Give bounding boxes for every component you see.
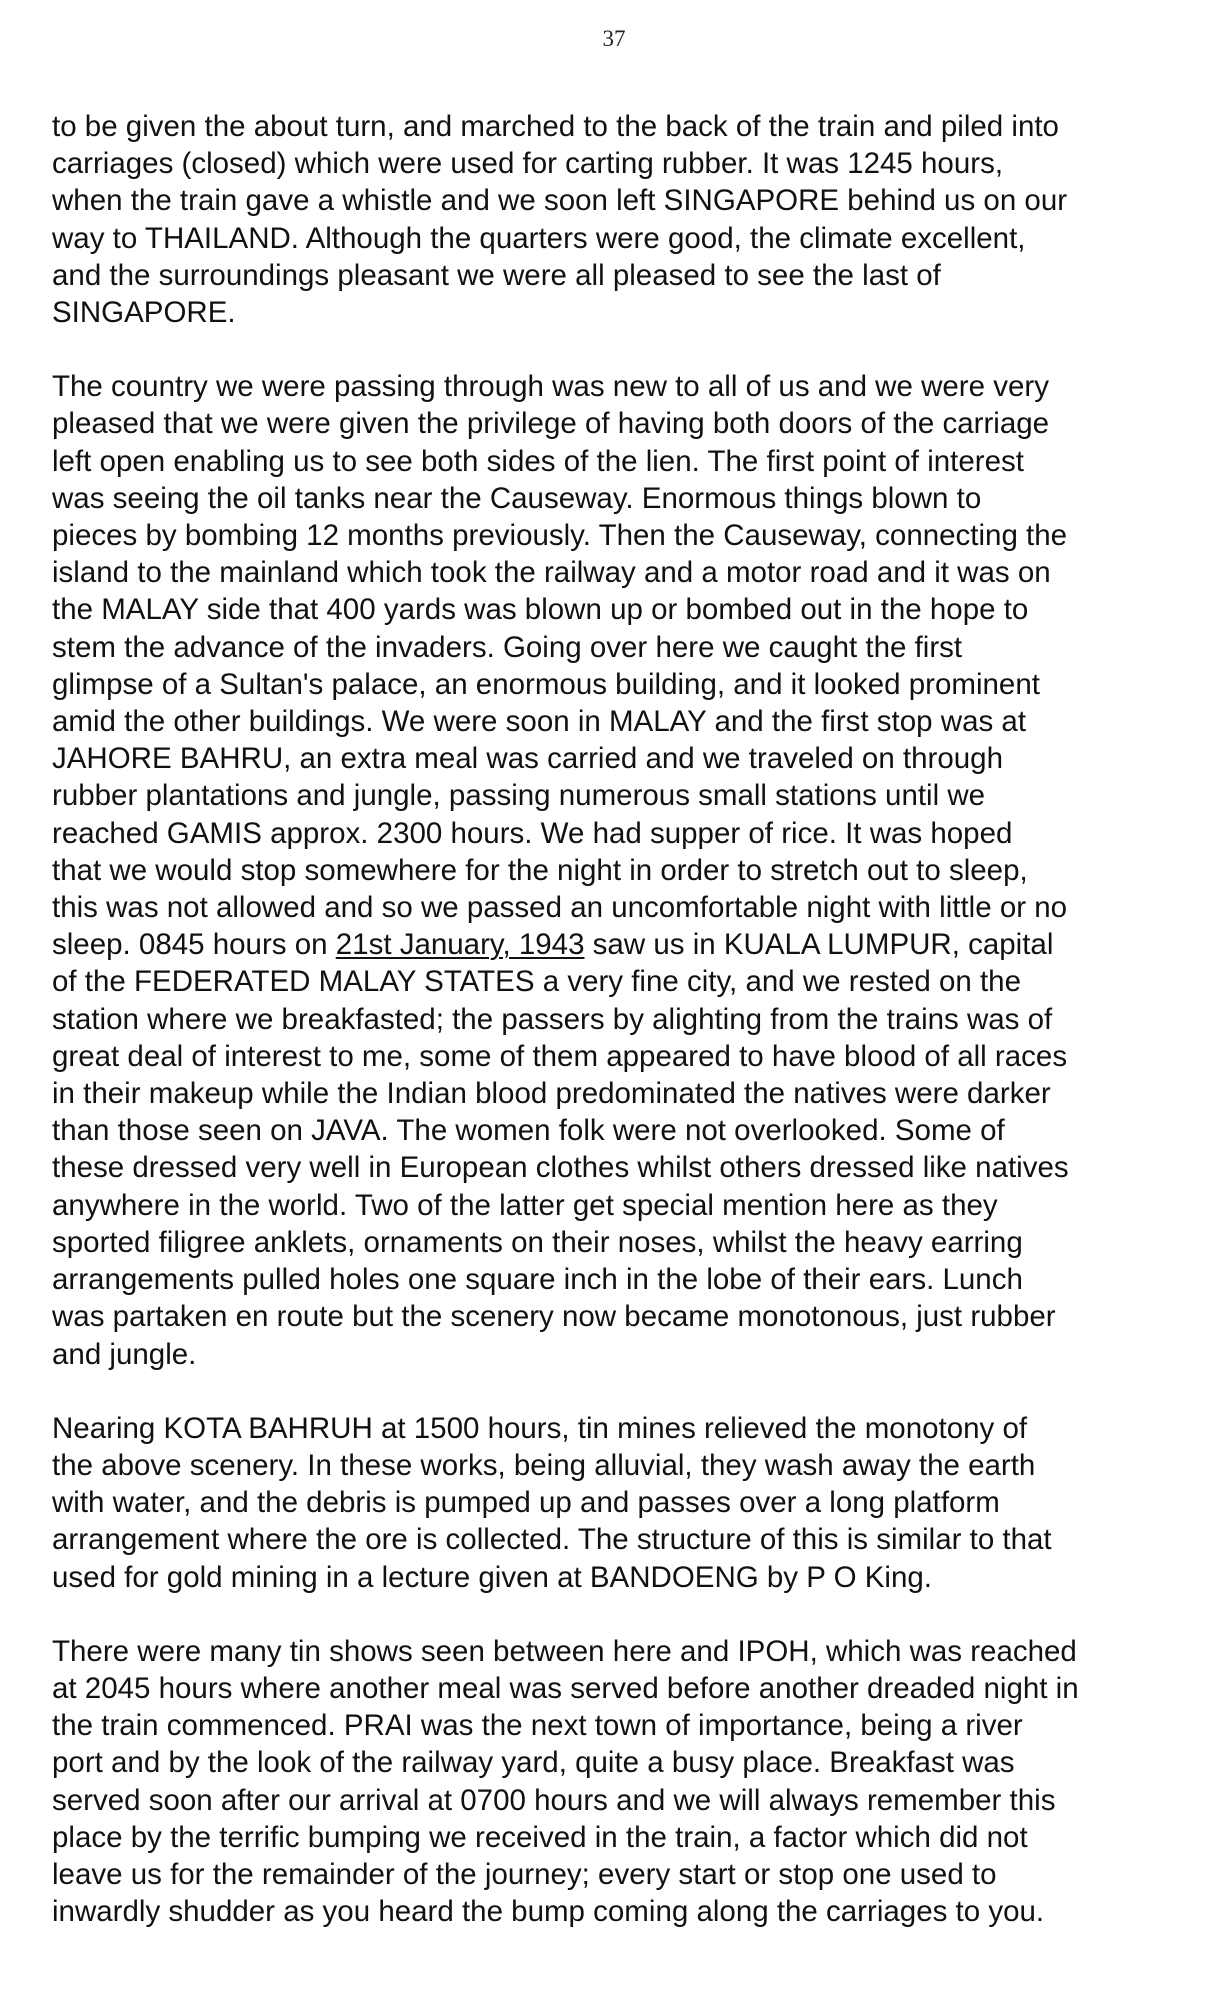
page-number: 37 [602,26,626,51]
text-line: of the FEDERATED MALAY STATES a very fine city, and we rested on the [52,965,1021,999]
paragraph-3 [52,1410,1182,1596]
text-line: the above scenery. In these works, being alluvial, they wash away the earth [52,1448,1036,1482]
text-line: port and by the look of the railway yard, quite a busy place. Breakfast was [52,1746,1015,1780]
text-line: anywhere in the world. Two of the latter get special mention here as they [52,1188,998,1222]
paragraph-1 [52,108,1182,331]
text-line: place by the terrific bumping we received in the train, a factor which did not [52,1820,1028,1854]
text-line: There were many tin shows seen between here and IPOH, which was reached [52,1634,1077,1668]
text-line: leave us for the remainder of the journey; every start or stop one used to [52,1857,997,1891]
text-line: rubber plantations and jungle, passing numerous small stations until we [52,779,986,813]
text-line: this was not allowed and so we passed an uncomfortable night with little or no [52,891,1068,925]
text-line: sported filigree anklets, ornaments on their noses, whilst the heavy earring [52,1225,1023,1259]
text-line: great deal of interest to me, some of them appeared to have blood of all races [52,1039,1068,1073]
text-line: pieces by bombing 12 months previously. Then the Causeway, connecting the [52,519,1068,553]
text-line: served soon after our arrival at 0700 hours and we will always remember this [52,1783,1056,1817]
date-line-before: sleep. 0845 hours on [52,928,336,962]
text-line: left open enabling us to see both sides of the lien. The first point of interest [52,444,1024,478]
date-line-after: saw us in KUALA LUMPUR, capital [584,928,1054,962]
text-line: inwardly shudder as you heard the bump coming along the carriages to you. [52,1895,1045,1929]
text-line: than those seen on JAVA. The women folk were not overlooked. Some of [52,1114,1005,1148]
text-line: and jungle. [52,1337,197,1371]
paragraph-4 [52,1633,1182,1931]
text-line: station where we breakfasted; the passers by alighting from the trains was of [52,1002,1053,1036]
text-line: island to the mainland which took the railway and a motor road and it was on [52,556,1051,590]
text-line: reached GAMIS approx. 2300 hours. We had supper of rice. It was hoped [52,816,1013,850]
text-line: at 2045 hours where another meal was served before another dreaded night in [52,1671,1079,1705]
underlined-date: 21st January, 1943 [335,928,585,962]
text-line: JAHORE BAHRU, an extra meal was carried and we traveled on through [52,742,1003,776]
body-text [52,108,1182,1967]
text-line: when the train gave a whistle and we soon left SINGAPORE behind us on our [52,184,1068,218]
text-line: with water, and the debris is pumped up and passes over a long platform [52,1486,1000,1520]
text-line: was partaken en route but the scenery now became monotonous, just rubber [52,1300,1056,1334]
text-line: the train commenced. PRAI was the next town of importance, being a river [52,1709,1023,1743]
text-line: was seeing the oil tanks near the Causeway. Enormous things blown to [52,481,982,515]
text-line: way to THAILAND. Although the quarters were good, the climate excellent, [52,221,1026,255]
text-line: the MALAY side that 400 yards was blown up or bombed out in the hope to [52,593,1029,627]
paragraph-2 [52,368,1182,1372]
text-line: in their makeup while the Indian blood predominated the natives were darker [52,1077,1051,1111]
text-line: pleased that we were given the privilege of having both doors of the carriage [52,407,1050,441]
text-line: arrangement where the ore is collected. The structure of this is similar to that [52,1523,1052,1557]
text-line: stem the advance of the invaders. Going over here we caught the first [52,630,963,664]
text-line: arrangements pulled holes one square inch in the lobe of their ears. Lunch [52,1263,1023,1297]
text-line-with-date [52,926,1182,963]
text-line: used for gold mining in a lecture given at BANDOENG by P O King. [52,1560,932,1594]
text-line: glimpse of a Sultan's palace, an enormous building, and it looked prominent [52,667,1040,701]
text-line: to be given the about turn, and marched to the back of the train and piled into [52,110,1059,143]
text-line: SINGAPORE. [52,296,236,330]
text-line: and the surroundings pleasant we were all pleased to see the last of [52,258,941,292]
text-line: that we would stop somewhere for the night in order to stretch out to sleep, [52,853,1028,887]
text-line: Nearing KOTA BAHRUH at 1500 hours, tin mines relieved the monotony of [52,1411,1028,1445]
text-line: carriages (closed) which were used for carting rubber. It was 1245 hours, [52,147,1004,181]
text-line: these dressed very well in European clothes whilst others dressed like natives [52,1151,1069,1185]
text-line: The country we were passing through was new to all of us and we were very [52,370,1049,404]
text-line: amid the other buildings. We were soon in MALAY and the first stop was at [52,705,1027,739]
